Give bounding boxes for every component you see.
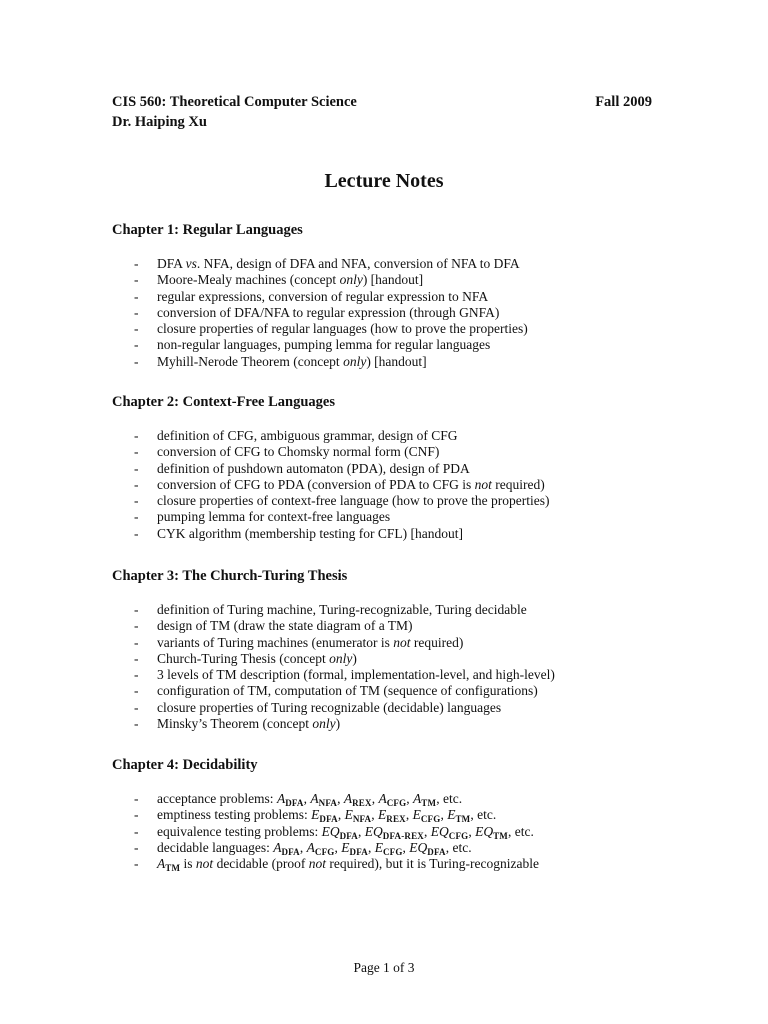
- bullet-dash: -: [134, 337, 139, 353]
- bullet-dash: -: [134, 272, 139, 288]
- list-item-text: design of TM (draw the state diagram of a TM): [157, 618, 413, 634]
- list-item: [112, 272, 672, 288]
- bullet-dash: -: [134, 823, 139, 839]
- list-item-text: definition of CFG, ambiguous grammar, design of CFG: [157, 428, 458, 443]
- list-item-text: equivalence testing problems: $EQ_{DFA}$, $EQ_{DFA-REX}$, $EQ_{CFG}$, $EQ_{TM}$, etc.: [157, 823, 534, 841]
- course-title: CIS 560: Theoretical Computer Science: [112, 94, 357, 110]
- list-item-text: emptiness testing problems: $E_{DFA}$, $E_{NFA}$, $E_{REX}$, $E_{CFG}$, $E_{TM}$, etc.: [157, 807, 497, 825]
- list-item: [112, 683, 672, 699]
- bullet-dash: -: [134, 683, 139, 699]
- bullet-dash: -: [134, 321, 139, 337]
- bullet-dash: -: [134, 256, 139, 271]
- bullet-dash: -: [134, 509, 139, 525]
- bullet-dash: -: [134, 353, 139, 369]
- list-item-text: Moore-Mealy machines (concept only) [handout]: [157, 272, 424, 288]
- chapter-title: Chapter 3: The Church-Turing Thesis: [112, 568, 348, 584]
- list-item-text: non-regular languages, pumping lemma for regular languages: [157, 337, 491, 353]
- bullet-dash: -: [134, 856, 139, 872]
- list-item: [112, 618, 672, 634]
- bullet-dash: -: [134, 304, 139, 320]
- list-item-text: Church-Turing Thesis (concept only): [157, 650, 357, 666]
- list-item: [112, 444, 672, 460]
- list-item-text: conversion of CFG to PDA (conversion of PDA to CFG is not required): [157, 476, 545, 492]
- list-item: [112, 651, 672, 667]
- list-item-text: Myhill-Nerode Theorem (concept only) [handout]: [157, 353, 427, 369]
- topic-list: [112, 256, 672, 370]
- list-item: [112, 321, 672, 337]
- list-item: [112, 305, 672, 321]
- list-item: [112, 428, 672, 444]
- list-item: [112, 602, 672, 618]
- list-item-text: definition of pushdown automaton (PDA), design of PDA: [157, 460, 470, 476]
- list-item-text: closure properties of context-free language (how to prove the properties): [157, 493, 550, 509]
- list-item: [112, 256, 672, 272]
- topic-list: [112, 791, 672, 872]
- list-item: [112, 289, 672, 305]
- list-item: [112, 667, 672, 683]
- list-item-text: DFA vs. NFA, design of DFA and NFA, conversion of NFA to DFA: [157, 256, 520, 271]
- chapter-3: [112, 567, 672, 732]
- list-item-text: variants of Turing machines (enumerator is not required): [157, 634, 464, 650]
- bullet-dash: -: [134, 525, 139, 541]
- list-item: [112, 807, 672, 823]
- list-item-text: closure properties of regular languages (how to prove the properties): [157, 321, 528, 337]
- bullet-dash: -: [134, 699, 139, 715]
- list-item: [112, 791, 672, 807]
- bullet-dash: -: [134, 667, 139, 683]
- chapter-title: Chapter 2: Context-Free Languages: [112, 394, 335, 410]
- list-item-text: 3 levels of TM description (formal, implementation-level, and high-level): [157, 667, 555, 683]
- list-item: [112, 856, 672, 872]
- list-item-text: Minsky’s Theorem (concept only): [157, 716, 341, 732]
- bullet-dash: -: [134, 602, 139, 617]
- list-item-text: configuration of TM, computation of TM (sequence of configurations): [157, 683, 538, 699]
- bullet-dash: -: [134, 428, 139, 443]
- list-item-text: conversion of DFA/NFA to regular expression (through GNFA): [157, 304, 500, 320]
- list-item: [112, 509, 672, 525]
- chapter-title: Chapter 1: Regular Languages: [112, 222, 303, 238]
- list-item: [112, 461, 672, 477]
- chapter-2: [112, 393, 672, 542]
- list-item: [112, 337, 672, 353]
- list-item: [112, 716, 672, 732]
- bullet-dash: -: [134, 493, 139, 509]
- bullet-dash: -: [134, 288, 139, 304]
- list-item: [112, 477, 672, 493]
- topic-list: [112, 602, 672, 732]
- document-header: [112, 92, 652, 132]
- bullet-dash: -: [134, 839, 139, 855]
- list-item-text: conversion of CFG to Chomsky normal form (CNF): [157, 444, 440, 460]
- list-item-text: CYK algorithm (membership testing for CFL) [handout]: [157, 525, 463, 541]
- list-item-text: definition of Turing machine, Turing-recognizable, Turing decidable: [157, 602, 527, 617]
- list-item: [112, 840, 672, 856]
- list-item-text: regular expressions, conversion of regular expression to NFA: [157, 288, 489, 304]
- instructor: Dr. Haiping Xu: [112, 114, 207, 130]
- bullet-dash: -: [134, 618, 139, 634]
- bullet-dash: -: [134, 807, 139, 823]
- bullet-dash: -: [134, 634, 139, 650]
- list-item-text: closure properties of Turing recognizable (decidable) languages: [157, 699, 502, 715]
- list-item: [112, 635, 672, 651]
- bullet-dash: -: [134, 476, 139, 492]
- bullet-dash: -: [134, 444, 139, 460]
- list-item: [112, 354, 672, 370]
- bullet-dash: -: [134, 460, 139, 476]
- list-item-text: $A_{TM}$ is not decidable (proof not required), but it is Turing-recognizable: [157, 856, 540, 874]
- list-item-text: acceptance problems: $A_{DFA}$, $A_{NFA}$, $A_{REX}$, $A_{CFG}$, $A_{TM}$, etc.: [157, 791, 463, 808]
- bullet-dash: -: [134, 650, 139, 666]
- page-title: Lecture Notes: [324, 170, 444, 192]
- list-item-text: decidable languages: $A_{DFA}$, $A_{CFG}$, $E_{DFA}$, $E_{CFG}$, $EQ_{DFA}$, etc.: [157, 839, 472, 857]
- list-item: [112, 824, 672, 840]
- term: Fall 2009: [595, 94, 652, 110]
- list-item: [112, 700, 672, 716]
- topic-list: [112, 428, 672, 542]
- bullet-dash: -: [134, 791, 139, 806]
- chapter-4: [112, 756, 672, 872]
- list-item: [112, 493, 672, 509]
- header-row: [112, 92, 652, 112]
- bullet-dash: -: [134, 716, 139, 732]
- chapter-1: [112, 221, 672, 370]
- list-item-text: pumping lemma for context-free languages: [157, 509, 391, 525]
- list-item: [112, 526, 672, 542]
- chapter-title: Chapter 4: Decidability: [112, 757, 258, 773]
- page-number: Page 1 of 3: [353, 960, 415, 975]
